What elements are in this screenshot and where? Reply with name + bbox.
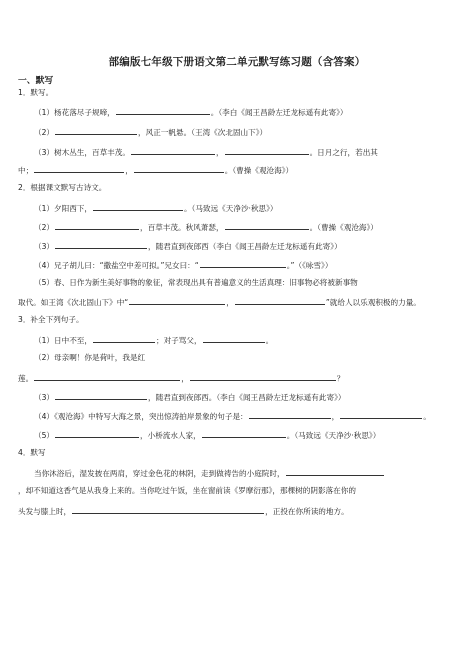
section-heading: 一、默写: [18, 76, 54, 86]
text: 莲。: [18, 374, 34, 383]
answer-blank[interactable]: [286, 467, 384, 476]
text: 头发与膝上时，: [18, 507, 72, 516]
text: （4）《观沧海》中特写大海之景，突出惊涛拍岸景象的句子是：: [34, 412, 248, 421]
answer-blank[interactable]: [225, 221, 309, 230]
answer-blank[interactable]: [55, 240, 147, 249]
answer-blank[interactable]: [116, 106, 210, 115]
q1-line-1: [34, 106, 347, 118]
text: （1）日中不至，: [34, 336, 92, 345]
answer-blank[interactable]: [55, 221, 139, 230]
q4-line-2: ，却不知道这香气是从我身上来的。当你吃过午饭，坐在窗前读《罗摩衍那》，那棵树的阴影落在你的: [18, 486, 356, 495]
answer-blank[interactable]: [249, 410, 331, 419]
answer-blank[interactable]: [190, 372, 336, 381]
q2-heading: 2．根据课文默写古诗文。: [18, 183, 107, 192]
q2-line-5: （5）春、日作为新生美好事物的象征，常表现出具有普遍意义的生活真理：旧事物必将被新事物: [34, 278, 358, 287]
q2-line-2: [34, 221, 378, 233]
answer-blank[interactable]: [235, 296, 325, 305]
text: ，: [215, 148, 224, 157]
answer-blank[interactable]: [55, 391, 147, 400]
text: ，: [331, 412, 340, 421]
text: 中；: [18, 166, 34, 175]
answer-blank[interactable]: [134, 164, 224, 173]
q2-line-6: [18, 296, 421, 308]
answer-blank[interactable]: [72, 505, 264, 514]
answer-blank[interactable]: [202, 429, 286, 438]
q3-line-3: [18, 372, 344, 384]
q3-line-5: [34, 410, 431, 422]
text: （1）夕阳西下，: [34, 204, 92, 213]
answer-blank[interactable]: [55, 429, 139, 438]
text: 。（曹操《观沧海》）: [309, 223, 378, 232]
q2-line-3: [34, 240, 342, 252]
q4-line-3: [18, 505, 349, 517]
q1-heading: 1．默写。: [18, 88, 54, 97]
q4-line-1: [34, 467, 385, 479]
answer-blank[interactable]: [203, 334, 265, 343]
q1-line-2: [34, 126, 267, 138]
text: ，百草丰茂。秋风萧瑟，: [140, 223, 224, 232]
page-title: 部编版七年级下册语文第二单元默写练习题（含答案）: [108, 56, 366, 68]
answer-blank[interactable]: [34, 164, 124, 173]
q3-line-4: [34, 391, 345, 403]
answer-blank[interactable]: [200, 259, 286, 268]
q1-line-4: [18, 164, 293, 176]
text: 。日月之行，若出其: [309, 148, 378, 157]
text: ；对子骂父，: [156, 336, 202, 345]
answer-blank[interactable]: [340, 410, 422, 419]
text: ？: [336, 374, 345, 383]
text: （2）: [34, 128, 55, 137]
answer-blank[interactable]: [55, 126, 137, 135]
text: 取代。如王湾《次北固山下》中“: [18, 298, 129, 307]
q1-line-3: [34, 146, 378, 158]
answer-blank[interactable]: [93, 334, 155, 343]
text: （2）: [34, 223, 55, 232]
q2-line-4: [34, 259, 332, 271]
text: 当你沐浴后，湿发披在两肩，穿过金色花的林阴，走到做祷告的小庭院时，: [34, 469, 285, 478]
text: （3）: [34, 242, 55, 251]
q3-heading: 3．补全下列句子。: [18, 315, 84, 324]
text: 。（马致远《天净沙·秋思》）: [286, 431, 381, 440]
answer-blank[interactable]: [131, 146, 215, 155]
text: ，正投在你所读的地方。: [265, 507, 349, 516]
answer-blank[interactable]: [225, 146, 309, 155]
text: ，随君直到夜郎西。（李白《闻王昌龄左迁龙标遥有此寄》）: [148, 393, 346, 402]
text: （1）杨花落尽子规啼，: [34, 108, 115, 117]
q4-heading: 4．默写: [18, 448, 46, 457]
text: ，小桥流水人家，: [140, 431, 201, 440]
text: （4）兄子胡儿曰：“撒盐空中差可拟。”兄女曰：“: [34, 261, 199, 270]
answer-blank[interactable]: [34, 372, 180, 381]
text: 。（马致远《天净沙·秋思》）: [184, 204, 278, 213]
text: ，风正一帆悬。（王湾《次北固山下》）: [138, 128, 268, 137]
text: ，随君直到夜郎西（李白《闻王昌龄左迁龙标遥有此寄》）: [148, 242, 342, 251]
q3-line-6: [34, 429, 380, 441]
text: 。: [423, 412, 431, 421]
q2-line-1: [34, 202, 278, 214]
answer-blank[interactable]: [129, 296, 225, 305]
answer-blank[interactable]: [93, 202, 183, 211]
q3-line-1: [34, 334, 273, 346]
text: ”就给人以乐观积极的力量。: [325, 298, 421, 307]
text: （5）: [34, 431, 55, 440]
text: ，: [226, 298, 234, 307]
text: 。: [265, 336, 274, 345]
text: ，: [181, 374, 189, 383]
q3-line-2: （2）母亲啊！你是荷叶，我是红: [34, 353, 146, 362]
text: （3）: [34, 393, 55, 402]
text: （3）树木丛生，百草丰茂。: [34, 148, 130, 157]
text: 。（李白《闻王昌龄左迁龙标遥有此寄》）: [210, 108, 348, 117]
text: 。（曹操《观沧海》）: [224, 166, 294, 175]
text: 。”（《咏雪》）: [286, 261, 333, 270]
text: ，: [125, 166, 133, 175]
